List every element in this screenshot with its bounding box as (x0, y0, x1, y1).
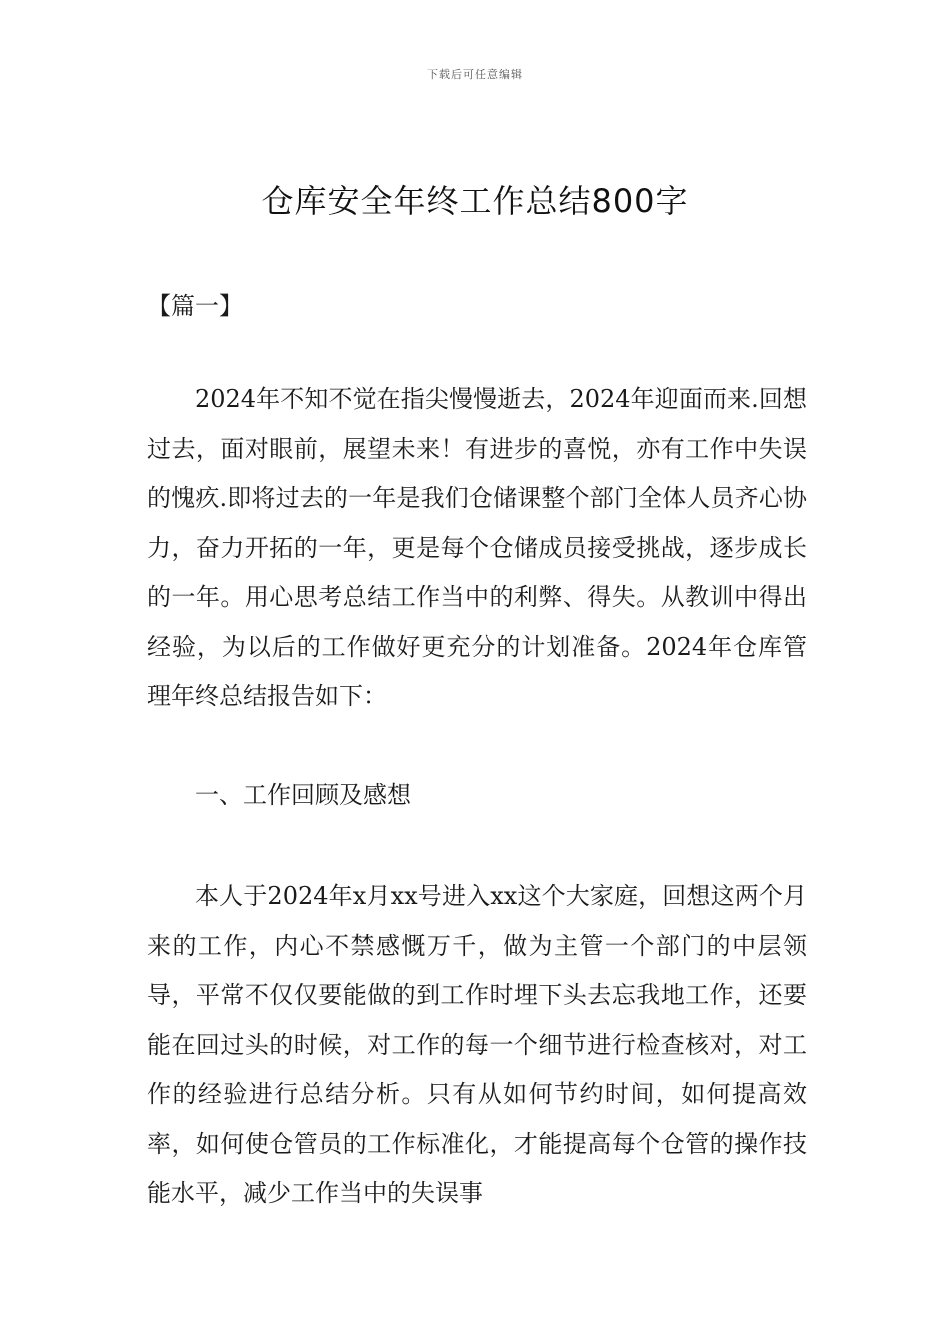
page-header-note: 下载后可任意编辑 (427, 68, 523, 81)
intro-paragraph: 2024年不知不觉在指尖慢慢逝去，2024年迎面而来.回想过去，面对眼前，展望未来！有进步的喜悦，亦有工作中失误的愧疚.即将过去的一年是我们仓储课整个部门全体人员齐心协力，奋力开拓的一年，更是每个仓储成员接受挑战，逐步成长的一年。用心思考总结工作当中的利弊、得失。从教训中得出经验，为以后的工作做好更充分的计划准备。2024年仓库管理年终总结报告如下： (147, 385, 807, 710)
section-label: 【篇一】 (147, 292, 243, 320)
review-paragraph: 本人于2024年x月xx号进入xx这个大家庭，回想这两个月来的工作，内心不禁感慨万千，做为主管一个部门的中层领导，平常不仅仅要能做的到工作时埋下头去忘我地工作，还要能在回过头的时候，对工作的每一个细节进行检查核对，对工作的经验进行总结分析。只有从如何节约时间，如何提高效率，如何使仓管员的工作标准化，才能提高每个仓管的操作技能水平，减少工作当中的失误事 (147, 882, 807, 1207)
document-title: 仓库安全年终工作总结800字 (261, 182, 689, 220)
section-heading-review: 一、工作回顾及感想 (195, 781, 411, 809)
